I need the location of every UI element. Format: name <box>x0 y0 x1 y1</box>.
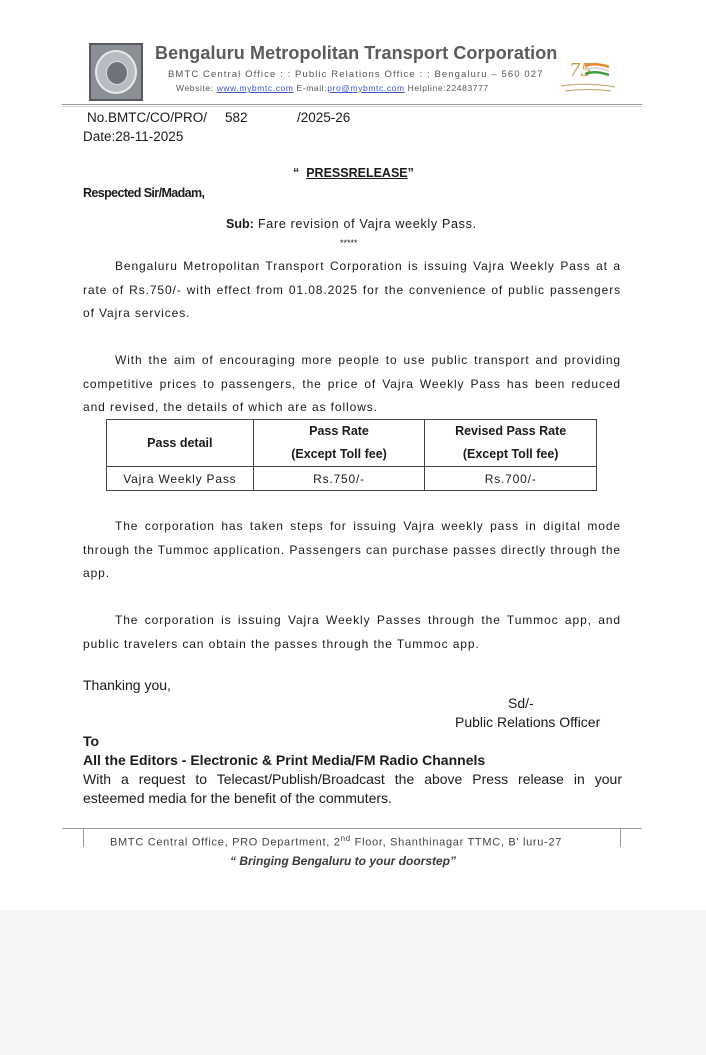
header-revised-rate: Revised Pass Rate (Except Toll fee) <box>425 420 597 467</box>
fare-table <box>106 419 597 491</box>
paragraph-2: With the aim of encouraging more people to use public transport and providing competitive prices to passengers, the price of Vajra Weekly Pass has been reduced and revised, the details of which are as follows. <box>83 353 621 414</box>
footer-divider <box>62 828 642 829</box>
header-pass-detail: Pass detail <box>107 420 254 467</box>
paragraph-1: Bengaluru Metropolitan Transport Corporation is issuing Vajra Weekly Pass at a rate of Rs.750/- with effect from 01.08.2025 for the convenience of public passengers of Vajra services. <box>83 259 621 320</box>
table-header-row <box>107 420 597 467</box>
paragraph-3: The corporation has taken steps for issuing Vajra weekly pass in digital mode through the Tummoc application. Passengers can purchase passes directly through the app. <box>83 519 621 580</box>
email-link[interactable]: pro@mybmtc.com <box>327 83 405 93</box>
table-row <box>107 467 597 491</box>
contact-line <box>176 83 489 93</box>
cell-new-rate: Rs.700/- <box>425 467 597 491</box>
footer-bracket-left <box>83 829 84 847</box>
recipients-line: All the Editors - Electronic & Print Media/FM Radio Channels <box>83 752 486 768</box>
svg-text:75: 75 <box>569 60 592 81</box>
thanks-line: Thanking you, <box>83 677 171 693</box>
press-release-label: PRESSRELEASE <box>306 166 408 180</box>
helpline: Helpline:22483777 <box>407 83 489 93</box>
paragraph-4: The corporation is issuing Vajra Weekly Passes through the Tummoc app, and public travelers can obtain the passes through the Tummoc app. <box>83 613 621 651</box>
org-name: Bengaluru Metropolitan Transport Corporation <box>155 43 558 63</box>
subject-label: Sub: <box>226 217 254 231</box>
header-divider <box>62 104 642 105</box>
subject-text: Fare revision of Vajra weekly Pass. <box>257 217 477 231</box>
press-release-title <box>293 166 414 180</box>
office-address: BMTC Central Office : : Public Relations Office : : Bengaluru – 560 027 <box>168 69 544 80</box>
footer-bracket-right <box>620 829 621 847</box>
press-close-quote: ” <box>407 166 414 180</box>
email-label: E-mail: <box>296 83 328 93</box>
footer-slogan: “ Bringing Bengaluru to your doorstep” <box>230 854 456 868</box>
footer-address: BMTC Central Office, PRO Department, 2nd Floor, Shanthinagar TTMC, B' luru-27 <box>110 834 563 849</box>
cell-old-rate: Rs.750/- <box>253 467 425 491</box>
designation: Public Relations Officer <box>455 714 601 730</box>
signature: Sd/- <box>508 695 534 711</box>
75-years-emblem-icon <box>557 56 619 96</box>
website-link[interactable]: www.mybmtc.com <box>216 83 294 93</box>
ref-suffix: /2025-26 <box>297 110 351 125</box>
ref-prefix: No.BMTC/CO/PRO/ <box>87 110 208 125</box>
salutation: Respected Sir/Madam, <box>83 186 205 200</box>
ref-number: 582 <box>225 110 248 125</box>
request-line: With a request to Telecast/Publish/Broadcast the above Press release in your esteemed media for the benefit of the commuters. <box>83 771 622 806</box>
header-pass-rate: Pass Rate (Except Toll fee) <box>253 420 425 467</box>
website-label: Website: <box>176 83 214 93</box>
document-date: Date:28-11-2025 <box>83 129 184 144</box>
to-label: To <box>83 733 100 749</box>
header-divider-secondary <box>62 106 642 107</box>
subject-line <box>226 217 477 231</box>
separator: ***** <box>340 238 358 248</box>
cell-pass-name: Vajra Weekly Pass <box>107 467 254 491</box>
press-open-quote: “ <box>293 166 300 180</box>
bmtc-emblem-icon <box>89 43 143 101</box>
